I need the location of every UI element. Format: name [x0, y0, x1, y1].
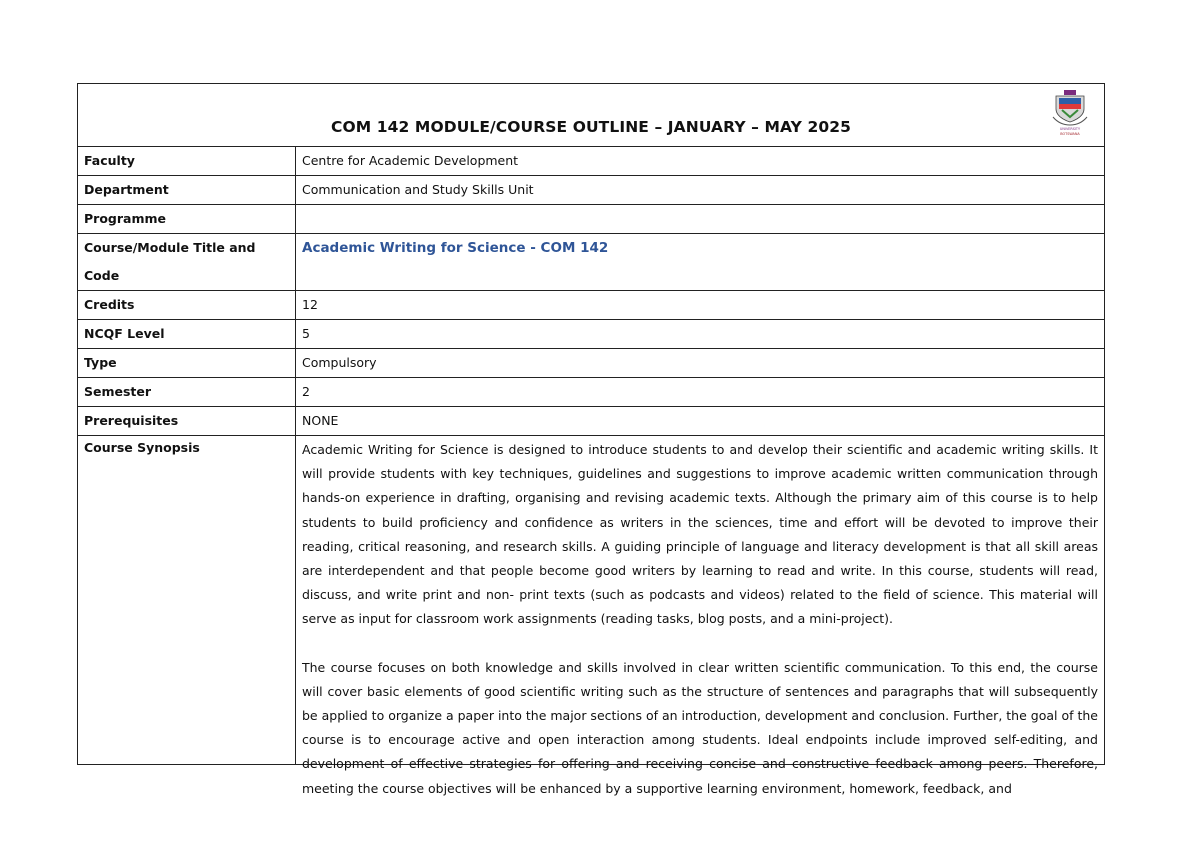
university-crest-logo	[1052, 89, 1088, 137]
faculty-row	[78, 147, 1105, 176]
semester-row	[78, 378, 1105, 407]
type-row	[78, 349, 1105, 378]
synopsis-cell	[296, 436, 1105, 796]
course-title-row	[78, 234, 1105, 291]
ncqf-level-row	[78, 320, 1105, 349]
synopsis-paragraph-2: The course focuses on both knowledge and skills involved in clear written scientific communication. To this end, the course will cover basic elements of good scientific writing such as the structure of sentences and paragraphs that will subsequently be applied to organize a paper into the major sections of an introduction, development and conclusion. Further, the goal of the course is to encourage active and open interaction among students. Ideal endpoints include improved self-editing, and development of effective strategies for offering and receiving concise and constructive feedback among peers. Therefore, meeting the course objectives will be enhanced by a supportive learning environment, homework, feedback, and	[302, 659, 1098, 796]
row-value: Compulsory	[296, 349, 1105, 378]
row-value: NONE	[296, 407, 1105, 436]
prerequisites-row	[78, 407, 1105, 436]
row-value: 2	[296, 378, 1105, 407]
programme-row	[78, 205, 1105, 234]
logo-line-2: BOTSWANA	[1060, 132, 1080, 136]
synopsis-text	[302, 438, 1098, 796]
department-row	[78, 176, 1105, 205]
row-label: Credits	[78, 291, 296, 320]
row-label: NCQF Level	[78, 320, 296, 349]
row-value: Communication and Study Skills Unit	[296, 176, 1105, 205]
title-row	[78, 84, 1105, 147]
course-outline-table	[77, 83, 1105, 796]
title-cell	[78, 84, 1105, 147]
synopsis-paragraph-1: Academic Writing for Science is designed to introduce students to and develop their scientific and academic writing skills. It will provide students with key techniques, guidelines and suggestions to improve academic written communication through hands-on experience in drafting, organising and revising academic texts. Although the primary aim of this course is to help students to build proficiency and confidence as writers in the sciences, time and effort will be devoted to improve their reading, critical reasoning, and research skills. A guiding principle of language and literacy development is that all skill areas are interdependent and that people become good writers by learning to read and write. In this course, students will read, discuss, and write print and non- print texts (such as podcasts and videos) related to the field of science. This material will serve as input for classroom work assignments (reading tasks, blog posts, and a mini-project).	[302, 442, 1098, 627]
row-value: 12	[296, 291, 1105, 320]
row-label: Programme	[78, 205, 296, 234]
course-title-value: Academic Writing for Science - COM 142	[296, 234, 1105, 291]
row-label: Type	[78, 349, 296, 378]
row-value	[296, 205, 1105, 234]
row-value: Centre for Academic Development	[296, 147, 1105, 176]
page-title: COM 142 MODULE/COURSE OUTLINE – JANUARY – MAY 2025	[331, 118, 851, 136]
credits-row	[78, 291, 1105, 320]
synopsis-row	[78, 436, 1105, 765]
row-label: Semester	[78, 378, 296, 407]
synopsis-label: Course Synopsis	[78, 436, 296, 765]
row-label: Course/Module Title and Code	[78, 234, 296, 291]
row-value: 5	[296, 320, 1105, 349]
row-label: Faculty	[78, 147, 296, 176]
row-label: Prerequisites	[78, 407, 296, 436]
logo-line-1: UNIVERSITY	[1059, 127, 1081, 131]
row-label: Department	[78, 176, 296, 205]
